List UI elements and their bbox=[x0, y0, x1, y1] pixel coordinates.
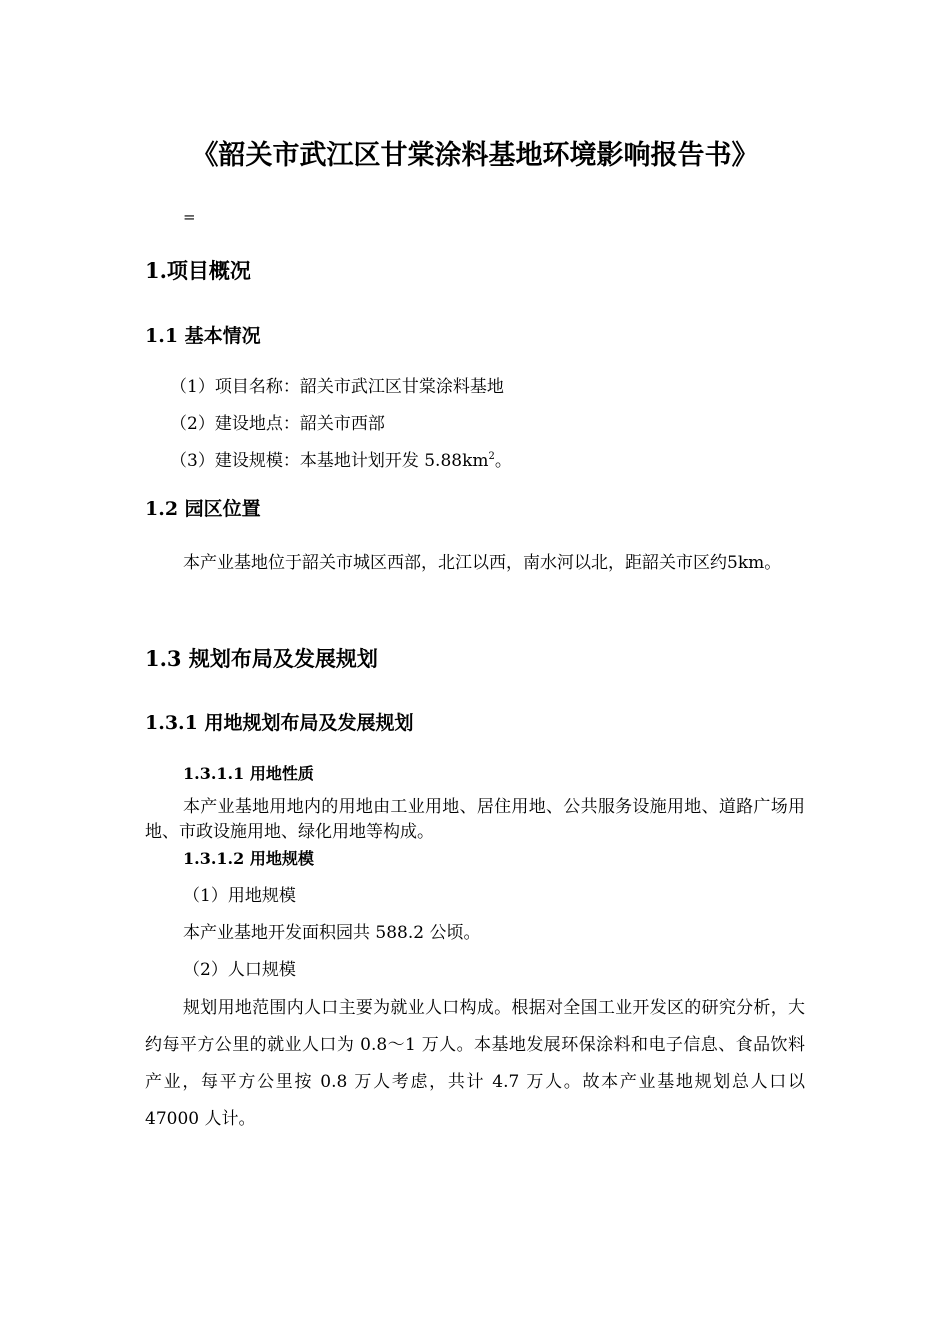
park-location-paragraph: 本产业基地位于韶关市城区西部，北江以西，南水河以北，距韶关市区约5km。 bbox=[183, 553, 782, 573]
heading-land-use-scale: 1.3.1.2 用地规模 bbox=[183, 849, 314, 868]
basic-info-item-name: （1）项目名称：韶关市武江区甘棠涂料基地 bbox=[170, 377, 504, 397]
land-scale-label: （1）用地规模 bbox=[183, 886, 296, 906]
heading-park-location: 1.2 园区位置 bbox=[145, 498, 261, 520]
heading-basic-info: 1.1 基本情况 bbox=[145, 325, 261, 347]
basic-info-item-location: （2）建设地点：韶关市西部 bbox=[170, 414, 385, 434]
separator-mark: = bbox=[183, 208, 196, 226]
land-scale-text: 本产业基地开发面积园共 588.2 公顷。 bbox=[183, 923, 481, 943]
heading-planning-layout: 1.3 规划布局及发展规划 bbox=[145, 646, 378, 671]
heading-land-use-planning: 1.3.1 用地规划布局及发展规划 bbox=[145, 712, 414, 734]
heading-project-overview: 1.项目概况 bbox=[145, 258, 251, 283]
population-paragraph: 规划用地范围内人口主要为就业人口构成。根据对全国工业开发区的研究分析，大约每平方公里的就业人口为 0.8～1 万人。本基地发展环保涂料和电子信息、食品饮料产业，每平方公里按 0.8 万人考虑，共计 4.7 万人。故本产业基地规划总人口以 47000 人计。 bbox=[145, 998, 805, 1129]
heading-land-use-nature: 1.3.1.1 用地性质 bbox=[183, 764, 314, 783]
land-use-nature-paragraph: 本产业基地用地内的用地由工业用地、居住用地、公共服务设施用地、道路广场用地、市政设施用地、绿化用地等构成。 bbox=[145, 797, 805, 842]
document-title: 《韶关市武江区甘棠涂料基地环境影响报告书》 bbox=[191, 140, 759, 171]
basic-info-item-scale-tail: 。 bbox=[494, 451, 512, 471]
population-scale-label: （2）人口规模 bbox=[183, 960, 296, 980]
superscript-two: 2 bbox=[488, 451, 495, 462]
basic-info-item-scale bbox=[170, 446, 512, 471]
basic-info-item-scale-text: （3）建设规模：本基地计划开发 5.88km bbox=[170, 451, 489, 471]
